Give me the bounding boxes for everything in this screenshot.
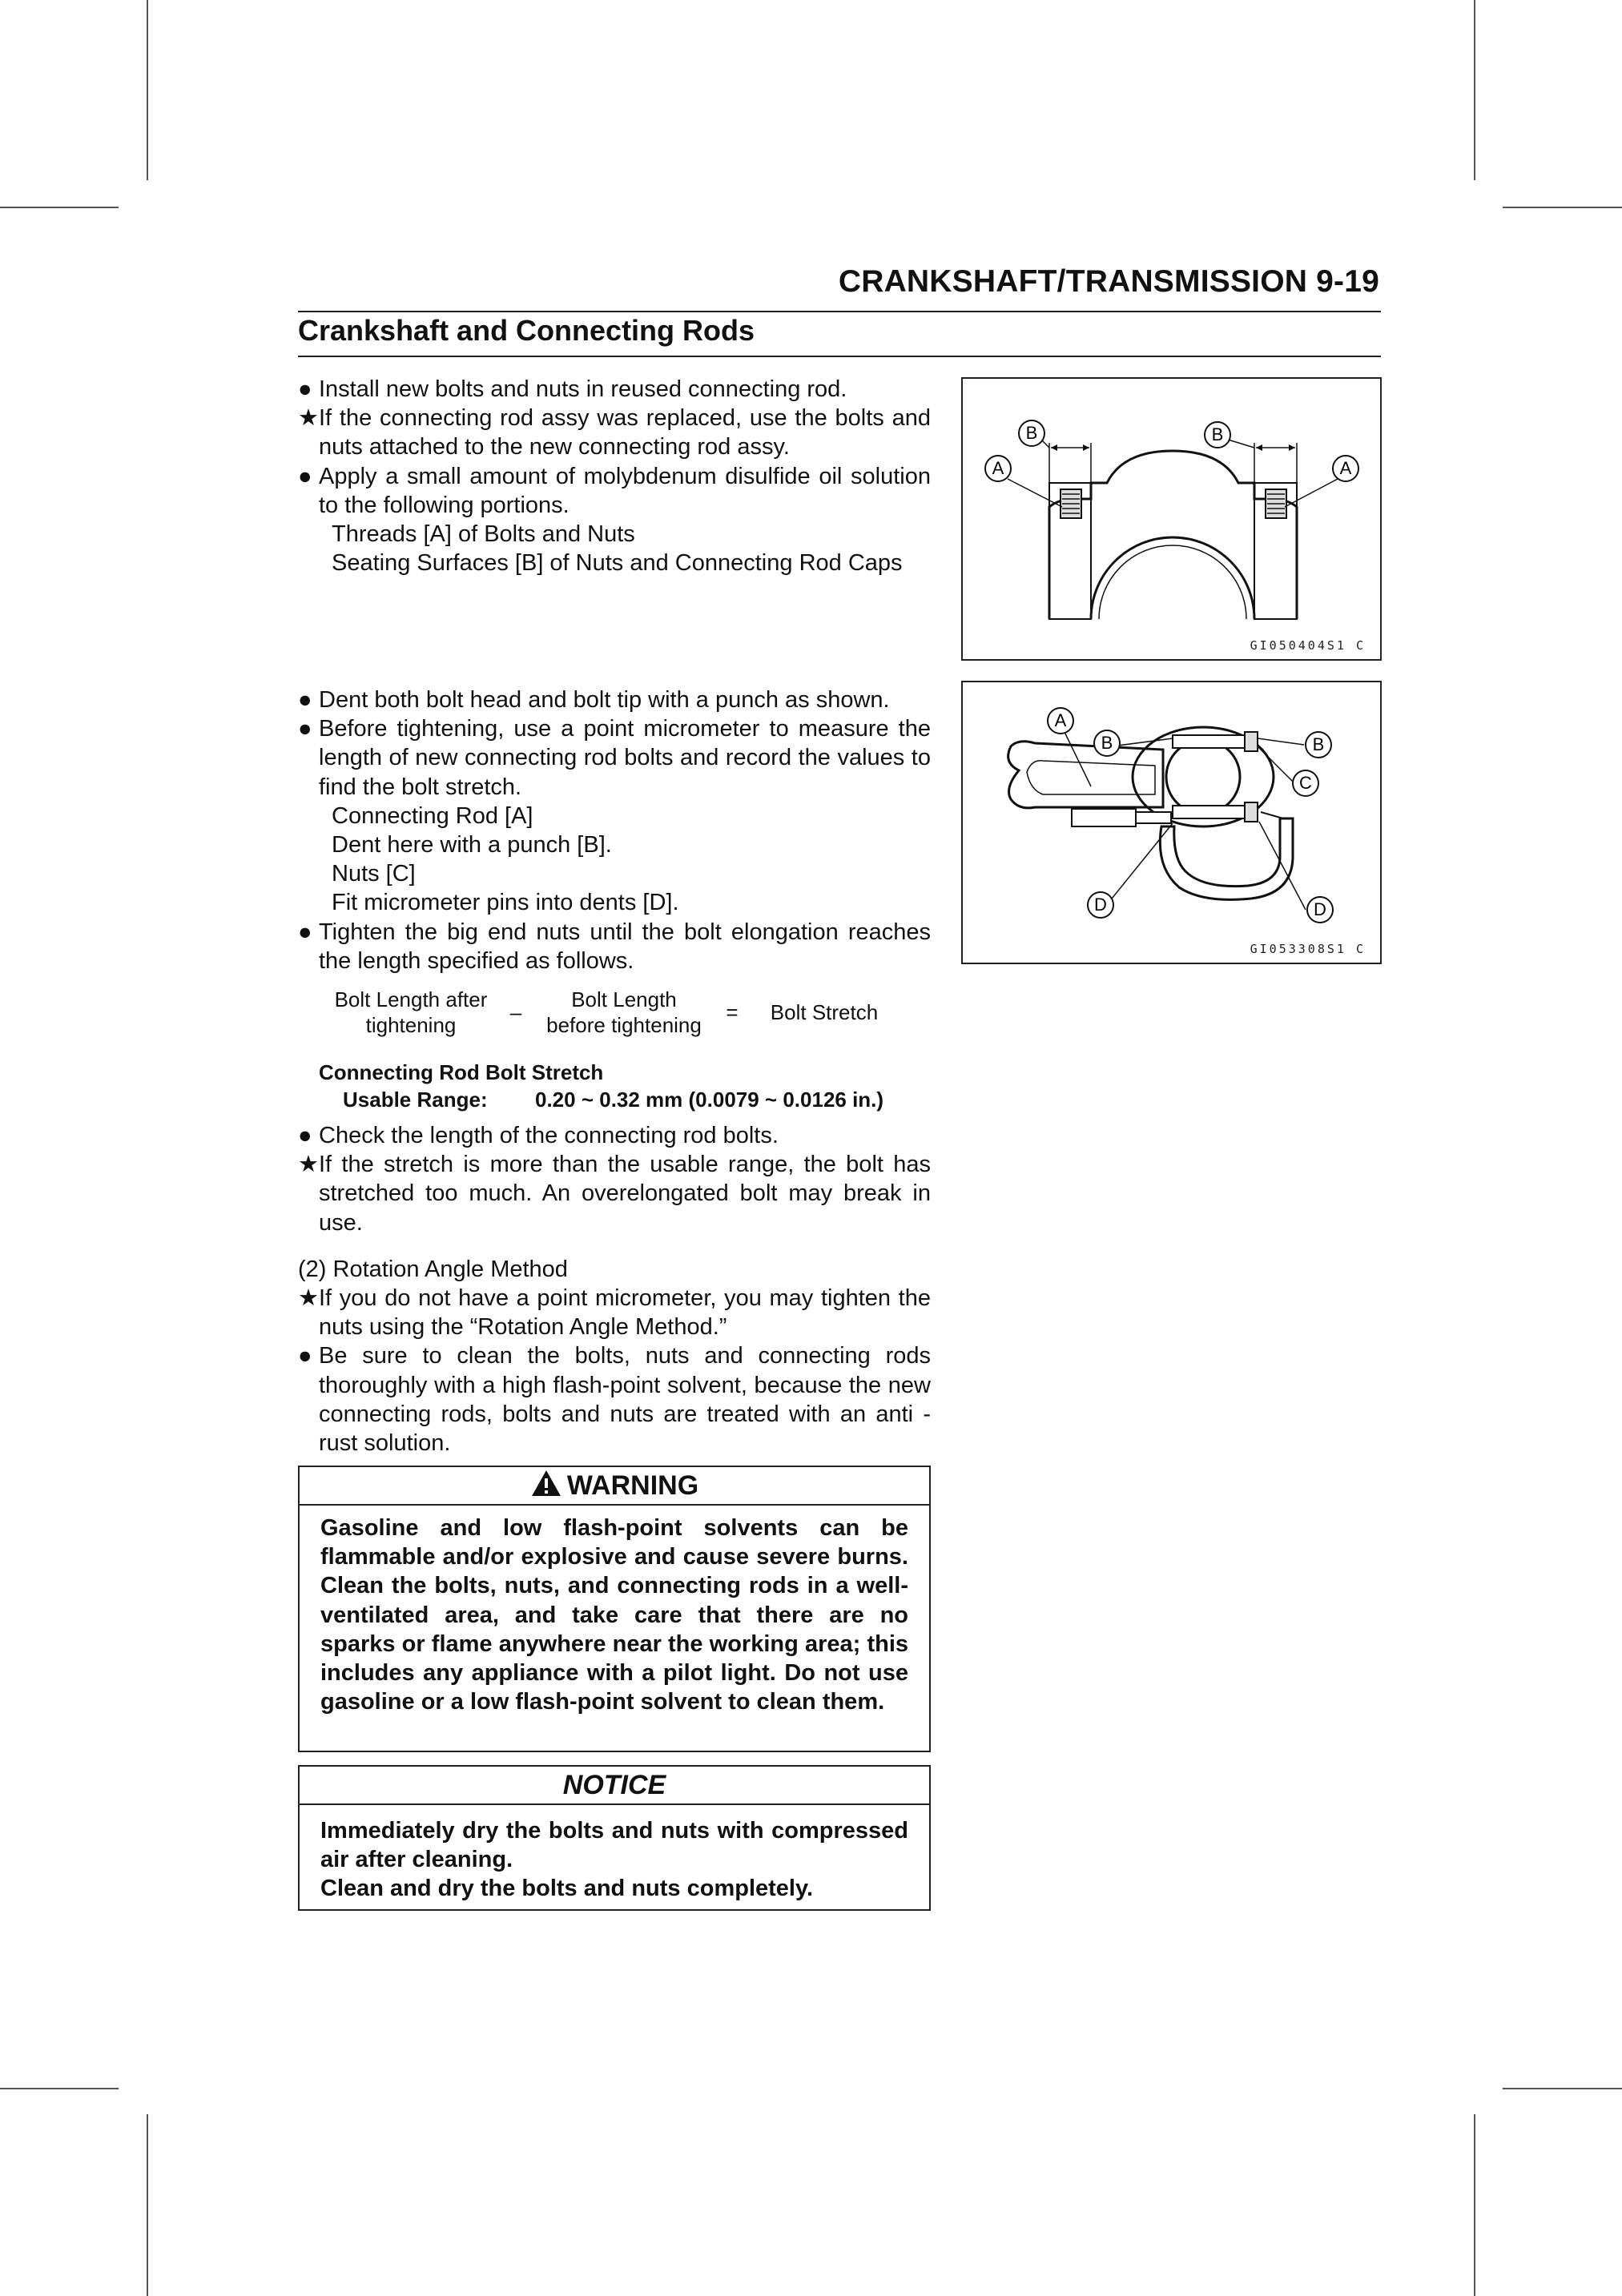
rotation-heading: (2) Rotation Angle Method [298, 1256, 568, 1282]
connecting-rod-cap-illustration [963, 379, 1383, 662]
notice-box [298, 1765, 931, 1911]
formula-term-after: Bolt Length after tightening [334, 987, 488, 1038]
crop-mark [147, 0, 148, 180]
label-a: A [1054, 710, 1067, 730]
figure-bolt-threads [961, 377, 1382, 661]
label-b-right: B [1211, 424, 1224, 444]
crop-mark [0, 207, 119, 208]
sub-item: Nuts [C] [332, 861, 416, 887]
list-item: ● Dent both bolt head and bolt tip with a punch as shown. [298, 687, 890, 713]
crop-mark [0, 2088, 119, 2089]
header-rule [298, 311, 1381, 312]
sub-item: Seating Surfaces [B] of Nuts and Connecting Rod Caps [332, 550, 903, 577]
running-header: CRANKSHAFT/TRANSMISSION 9-19 [838, 264, 1379, 299]
sub-item: Dent here with a punch [B]. [332, 832, 612, 858]
warning-header [300, 1467, 929, 1506]
spec-label: Usable Range: [343, 1088, 488, 1112]
list-item: ● Install new bolts and nuts in reused connecting rod. [298, 376, 847, 402]
warning-box [298, 1466, 931, 1752]
bolt-stretch-formula [298, 987, 931, 1038]
formula-minus: – [509, 1000, 522, 1025]
formula-equals: = [726, 1000, 739, 1025]
label-a-left: A [992, 458, 1004, 478]
list-item: ● Tighten the big end nuts until the bolt elongation reaches the length specified as follows. [298, 919, 931, 974]
text-block-1 [298, 375, 931, 577]
notice-body: Immediately dry the bolts and nuts with compressed air after cleaning. Clean and dry the bolts and nuts completely. [320, 1818, 908, 1902]
sub-item: Connecting Rod [A] [332, 802, 533, 829]
figure-code: GI050404S1 C [1250, 638, 1366, 653]
label-b-right: B [1312, 734, 1325, 754]
label-a-right: A [1339, 458, 1352, 478]
spec-row [298, 1086, 931, 1113]
crop-mark [1474, 0, 1475, 180]
list-item: ★ If the connecting rod assy was replaced, use the bolts and nuts attached to the new connecting rod assy. [298, 405, 931, 460]
section-title: Crankshaft and Connecting Rods [298, 314, 755, 347]
label-b-left: B [1025, 423, 1038, 443]
list-item: ● Before tightening, use a point micrometer to measure the length of new connecting rod bolts and record the values to find the bolt stretch. [298, 716, 931, 800]
warning-triangle-icon [530, 1469, 562, 1498]
sub-item: Threads [A] of Bolts and Nuts [332, 521, 635, 548]
notice-header [300, 1767, 929, 1805]
section-rule [298, 356, 1381, 357]
crop-mark [1474, 2114, 1475, 2296]
figure-micrometer [961, 681, 1382, 964]
spec-title: Connecting Rod Bolt Stretch [319, 1060, 604, 1085]
figure-code: GI053308S1 C [1250, 942, 1366, 956]
warning-body: Gasoline and low flash-point solvents can be flammable and/or explosive and cause severe burns. Clean the bolts, nuts, and connecting rods in a well-ventilated area, and take care that there are no sparks or flame anywhere near the working area; this includes any appliance with a pilot light. Do not use gasoline or a low flash-point solvent to clean them. [320, 1515, 908, 1715]
spec-value: 0.20 ~ 0.32 mm (0.0079 ~ 0.0126 in.) [535, 1088, 884, 1112]
list-item: ● Apply a small amount of molybdenum disulfide oil solution to the following portions. [298, 463, 931, 518]
warning-title: WARNING [566, 1470, 699, 1501]
label-d-right: D [1314, 899, 1326, 919]
label-c: C [1299, 773, 1312, 793]
crop-mark [147, 2114, 148, 2296]
sub-item: Fit micrometer pins into dents [D]. [332, 890, 679, 916]
list-item: ★ If the stretch is more than the usable range, the bolt has stretched too much. An overelongated bolt may break in use. [298, 1152, 931, 1236]
formula-result: Bolt Stretch [770, 1000, 879, 1025]
label-d-left: D [1094, 895, 1107, 915]
notice-title: NOTICE [562, 1770, 666, 1800]
list-item: ● Be sure to clean the bolts, nuts and connecting rods thoroughly with a high flash-point solvent, because the new connecting rods, bolts and nuts are treated with an anti -rust solution. [298, 1343, 931, 1457]
micrometer-illustration [963, 682, 1383, 966]
text-block-2 [298, 686, 931, 1458]
list-item: ★ If you do not have a point micrometer, you may tighten the nuts using the “Rotation Angle Method.” [298, 1285, 931, 1341]
formula-term-before: Bolt Length before tightening [546, 987, 702, 1038]
crop-mark [1503, 207, 1622, 208]
crop-mark [1503, 2088, 1622, 2089]
label-b-left: B [1101, 733, 1113, 753]
list-item: ● Check the length of the connecting rod bolts. [298, 1123, 779, 1149]
